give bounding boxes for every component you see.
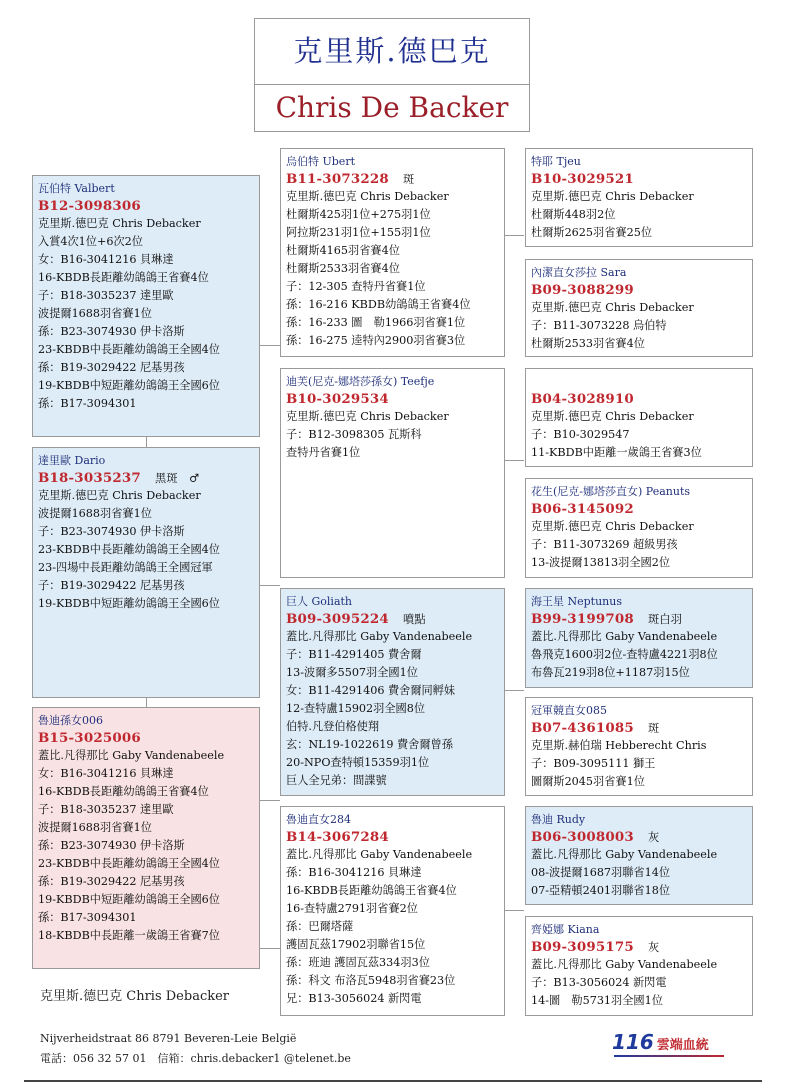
pigeon-card-dam bbox=[32, 707, 260, 969]
pigeon-card-ggp-7 bbox=[525, 806, 753, 905]
connector-line bbox=[504, 235, 524, 236]
info-line: 子：B11-3073269 超級男孩 bbox=[531, 538, 678, 551]
pigeon-name: 達里歐 Dario bbox=[38, 454, 106, 467]
connector-line bbox=[504, 460, 524, 461]
info-line: 子：B11-4291405 費舍爾 bbox=[286, 648, 422, 661]
info-line: 子：B18-3035237 達里歐 bbox=[38, 289, 174, 302]
info-line: 兄：B13-3056024 新閃電 bbox=[286, 992, 422, 1005]
ring-number: B04-3028910 bbox=[531, 391, 634, 407]
info-line: 23-KBDB中長距離幼鴿鴿王全國4位 bbox=[38, 343, 220, 356]
pigeon-name: 魯迪直女284 bbox=[286, 813, 351, 826]
info-line: 蓋比.凡得那比 Gaby Vandenabeele bbox=[38, 749, 225, 762]
info-line: 13-波爾多5507羽全國1位 bbox=[286, 666, 418, 679]
info-line: 孫：B23-3074930 伊卡洛斯 bbox=[38, 839, 185, 852]
connector-line bbox=[259, 585, 280, 586]
info-line: 孫：班迪 護固瓦茲334羽3位 bbox=[286, 956, 430, 969]
pigeon-name: 魯迪孫女006 bbox=[38, 714, 103, 727]
pigeon-name: 巨人 Goliath bbox=[286, 595, 353, 608]
pigeon-card-sire bbox=[32, 447, 260, 698]
pigeon-card-ggp-1 bbox=[525, 148, 753, 247]
ring-number: B11-3073228 斑 bbox=[286, 171, 415, 187]
info-line: 11-KBDB中距離一歲鴿王省賽3位 bbox=[531, 446, 702, 459]
ring-number: B06-3008003 灰 bbox=[531, 829, 660, 845]
info-line: 子：B23-3074930 伊卡洛斯 bbox=[38, 525, 185, 538]
info-line: 蓋比.凡得那比 Gaby Vandenabeele bbox=[531, 958, 718, 971]
ring-number: B10-3029521 bbox=[531, 171, 634, 187]
ring-number: B12-3098306 bbox=[38, 198, 141, 214]
info-line: 19-KBDB中短距離幼鴿鴿王全國6位 bbox=[38, 379, 220, 392]
ring-number: B09-3095224 噴點 bbox=[286, 611, 426, 627]
ring-number: B15-3025006 bbox=[38, 730, 141, 746]
logo-text: 雲端血統 bbox=[656, 1038, 709, 1053]
info-line: 孫：B19-3029422 尼基男孩 bbox=[38, 875, 185, 888]
info-line: 女：B16-3041216 貝琳達 bbox=[38, 767, 174, 780]
pigeon-card-granddam-maternal bbox=[280, 806, 505, 1016]
pigeon-card-grandsire-maternal bbox=[280, 588, 505, 796]
connector-line bbox=[259, 800, 280, 801]
info-line: 杜爾斯2533羽省賽4位 bbox=[531, 337, 645, 350]
info-line: 07-亞精頓2401羽聯省18位 bbox=[531, 884, 671, 897]
info-line: 女：B16-3041216 貝琳達 bbox=[38, 253, 174, 266]
info-line: 孫：B16-3041216 貝琳達 bbox=[286, 866, 422, 879]
pigeon-card-ggp-3 bbox=[525, 368, 753, 467]
pigeon-name: 齊婭娜 Kiana bbox=[531, 923, 600, 936]
info-line: 蓋比.凡得那比 Gaby Vandenabeele bbox=[531, 630, 718, 643]
pigeon-card-ggp-8 bbox=[525, 916, 753, 1016]
ring-number: B10-3029534 bbox=[286, 391, 389, 407]
info-line: 08-波提爾1687羽聯省14位 bbox=[531, 866, 671, 879]
ring-number: B07-4361085 斑 bbox=[531, 720, 660, 736]
pigeon-card-granddam-paternal bbox=[280, 368, 505, 578]
info-line: 護固瓦茲17902羽聯省15位 bbox=[286, 938, 426, 951]
info-line: 19-KBDB中短距離幼鴿鴿王全國6位 bbox=[38, 597, 220, 610]
info-line: 孫：B19-3029422 尼基男孩 bbox=[38, 361, 185, 374]
pigeon-name: 花生(尼克-娜塔莎直女) Peanuts bbox=[531, 485, 691, 498]
logo-number: 116 bbox=[612, 1030, 654, 1054]
info-line: 克里斯.赫伯瑞 Hebberecht Chris bbox=[531, 739, 707, 752]
info-line: 子：B19-3029422 尼基男孩 bbox=[38, 579, 185, 592]
pigeon-name: 魯迪 Rudy bbox=[531, 813, 586, 826]
ring-number: B14-3067284 bbox=[286, 829, 389, 845]
info-line: 18-KBDB中長距離一歲鴿王省賽7位 bbox=[38, 929, 220, 942]
info-line: 巨人全兄弟：間諜號 bbox=[286, 774, 387, 787]
info-line: 16-KBDB長距離幼鴿鴿王省賽4位 bbox=[38, 271, 209, 284]
info-line: 阿拉斯231羽1位+155羽1位 bbox=[286, 226, 431, 239]
logo-116 bbox=[612, 1030, 732, 1060]
connector-line bbox=[146, 697, 147, 707]
info-line: 玄：NL19-1022619 費舍爾曾孫 bbox=[286, 738, 453, 751]
title-english: Chris De Backer bbox=[275, 91, 509, 124]
info-line: 杜爾斯448羽2位 bbox=[531, 208, 616, 221]
pigeon-card-ggp-6 bbox=[525, 697, 753, 796]
info-line: 布魯瓦219羽8位+1187羽15位 bbox=[531, 666, 690, 679]
pigeon-name: 迪芙(尼克-娜塔莎孫女) Teefje bbox=[286, 375, 435, 388]
info-line: 女：B11-4291406 費舍爾同孵妹 bbox=[286, 684, 456, 697]
ring-number: B99-3199708 斑白羽 bbox=[531, 611, 683, 627]
info-line: 12-查特盧15902羽全國8位 bbox=[286, 702, 426, 715]
info-line: 23-KBDB中長距離幼鴿鴿王全國4位 bbox=[38, 543, 220, 556]
info-line: 波提爾1688羽省賽1位 bbox=[38, 307, 152, 320]
info-line: 杜爾斯2625羽省賽25位 bbox=[531, 226, 653, 239]
info-line: 子：B13-3056024 新閃電 bbox=[531, 976, 667, 989]
info-line: 孫：巴爾塔薩 bbox=[286, 920, 354, 933]
pigeon-card-ggp-2 bbox=[525, 259, 753, 357]
info-line: 克里斯.德巴克 Chris Debacker bbox=[38, 217, 201, 230]
info-line: 20-NPO查特頓15359羽1位 bbox=[286, 756, 430, 769]
ring-number: B09-3088299 bbox=[531, 282, 634, 298]
ring-number: B18-3035237 黑斑 ♂ bbox=[38, 470, 200, 486]
connector-line bbox=[504, 690, 524, 691]
info-line: 孫：B23-3074930 伊卡洛斯 bbox=[38, 325, 185, 338]
info-line: 子：B11-3073228 烏伯特 bbox=[531, 319, 667, 332]
title-chinese: 克里斯.德巴克 bbox=[293, 34, 491, 68]
ring-number: B06-3145092 bbox=[531, 501, 634, 517]
info-line: 14-圖 勒5731羽全國1位 bbox=[531, 994, 663, 1007]
connector-line bbox=[259, 345, 280, 346]
info-line: 查特丹省賽1位 bbox=[286, 446, 361, 459]
info-line: 入賞4次1位+6次2位 bbox=[38, 235, 143, 248]
info-line: 克里斯.德巴克 Chris Debacker bbox=[286, 190, 449, 203]
owner-address: Nijverheidstraat 86 8791 Beveren-Leie België bbox=[40, 1032, 297, 1045]
info-line: 圖爾斯2045羽省賽1位 bbox=[531, 775, 645, 788]
info-line: 子：B12-3098305 瓦斯科 bbox=[286, 428, 422, 441]
owner-name: 克里斯.德巴克 Chris Debacker bbox=[40, 989, 230, 1004]
info-line: 孫：B17-3094301 bbox=[38, 911, 137, 924]
info-line: 波提爾1688羽省賽1位 bbox=[38, 507, 152, 520]
info-line: 孫：16-216 KBDB幼鴿鴿王省賽4位 bbox=[286, 298, 471, 311]
pigeon-name: 特耶 Tjeu bbox=[531, 155, 581, 168]
info-line: 蓋比.凡得那比 Gaby Vandenabeele bbox=[286, 630, 473, 643]
info-line: 克里斯.德巴克 Chris Debacker bbox=[531, 520, 694, 533]
info-line: 杜爾斯4165羽省賽4位 bbox=[286, 244, 400, 257]
info-line: 孫：科文 布洛瓦5948羽省賽23位 bbox=[286, 974, 456, 987]
info-line: 19-KBDB中短距離幼鴿鴿王全國6位 bbox=[38, 893, 220, 906]
pigeon-card-ggp-5 bbox=[525, 588, 753, 688]
info-line: 13-波提爾13813羽全國2位 bbox=[531, 556, 671, 569]
info-line: 16-查特盧2791羽省賽2位 bbox=[286, 902, 418, 915]
info-line: 克里斯.德巴克 Chris Debacker bbox=[531, 190, 694, 203]
info-line: 孫：B17-3094301 bbox=[38, 397, 137, 410]
owner-contact: 電話：056 32 57 01 信箱：chris.debacker1 @telenet.be bbox=[40, 1052, 351, 1065]
info-line: 23-四場中長距離幼鴿鴿王全國冠軍 bbox=[38, 561, 213, 574]
info-line: 16-KBDB長距離幼鴿鴿王省賽4位 bbox=[286, 884, 457, 897]
info-line: 子：B09-3095111 獅王 bbox=[531, 757, 656, 770]
info-line: 波提爾1688羽省賽1位 bbox=[38, 821, 152, 834]
info-line: 伯特.凡登伯格使翔 bbox=[286, 720, 380, 733]
pigeon-name bbox=[531, 373, 747, 390]
pigeon-card-grandsire-paternal bbox=[280, 148, 505, 357]
pigeon-name: 內潔直女莎拉 Sara bbox=[531, 266, 627, 279]
info-line: 子：B10-3029547 bbox=[531, 428, 630, 441]
connector-line bbox=[259, 948, 280, 949]
info-line: 克里斯.德巴克 Chris Debacker bbox=[531, 410, 694, 423]
pigeon-name: 冠軍競直女085 bbox=[531, 704, 607, 717]
footer-divider bbox=[24, 1080, 762, 1082]
info-line: 蓋比.凡得那比 Gaby Vandenabeele bbox=[531, 848, 718, 861]
pedigree-title-box bbox=[254, 18, 530, 132]
info-line: 16-KBDB長距離幼鴿鴿王省賽4位 bbox=[38, 785, 209, 798]
info-line: 克里斯.德巴克 Chris Debacker bbox=[286, 410, 449, 423]
pigeon-name: 烏伯特 Ubert bbox=[286, 155, 355, 168]
info-line: 魯飛克1600羽2位-查特盧4221羽8位 bbox=[531, 648, 718, 661]
info-line: 杜爾斯425羽1位+275羽1位 bbox=[286, 208, 431, 221]
pigeon-card-subject bbox=[32, 175, 260, 437]
info-line: 子：12-305 查特丹省賽1位 bbox=[286, 280, 426, 293]
info-line: 孫：16-233 圖 勒1966羽省賽1位 bbox=[286, 316, 466, 329]
info-line: 克里斯.德巴克 Chris Debacker bbox=[38, 489, 201, 502]
info-line: 杜爾斯2533羽省賽4位 bbox=[286, 262, 400, 275]
logo-underline bbox=[614, 1055, 724, 1057]
info-line: 蓋比.凡得那比 Gaby Vandenabeele bbox=[286, 848, 473, 861]
connector-line bbox=[504, 910, 524, 911]
pigeon-card-ggp-4 bbox=[525, 478, 753, 578]
info-line: 孫：16-275 逵特內2900羽省賽3位 bbox=[286, 334, 466, 347]
pigeon-name: 海王星 Neptunus bbox=[531, 595, 622, 608]
info-line: 克里斯.德巴克 Chris Debacker bbox=[531, 301, 694, 314]
info-line: 子：B18-3035237 達里歐 bbox=[38, 803, 174, 816]
pigeon-name: 瓦伯特 Valbert bbox=[38, 182, 115, 195]
info-line: 23-KBDB中長距離幼鴿鴿王全國4位 bbox=[38, 857, 220, 870]
ring-number: B09-3095175 灰 bbox=[531, 939, 660, 955]
title-divider bbox=[255, 84, 529, 85]
